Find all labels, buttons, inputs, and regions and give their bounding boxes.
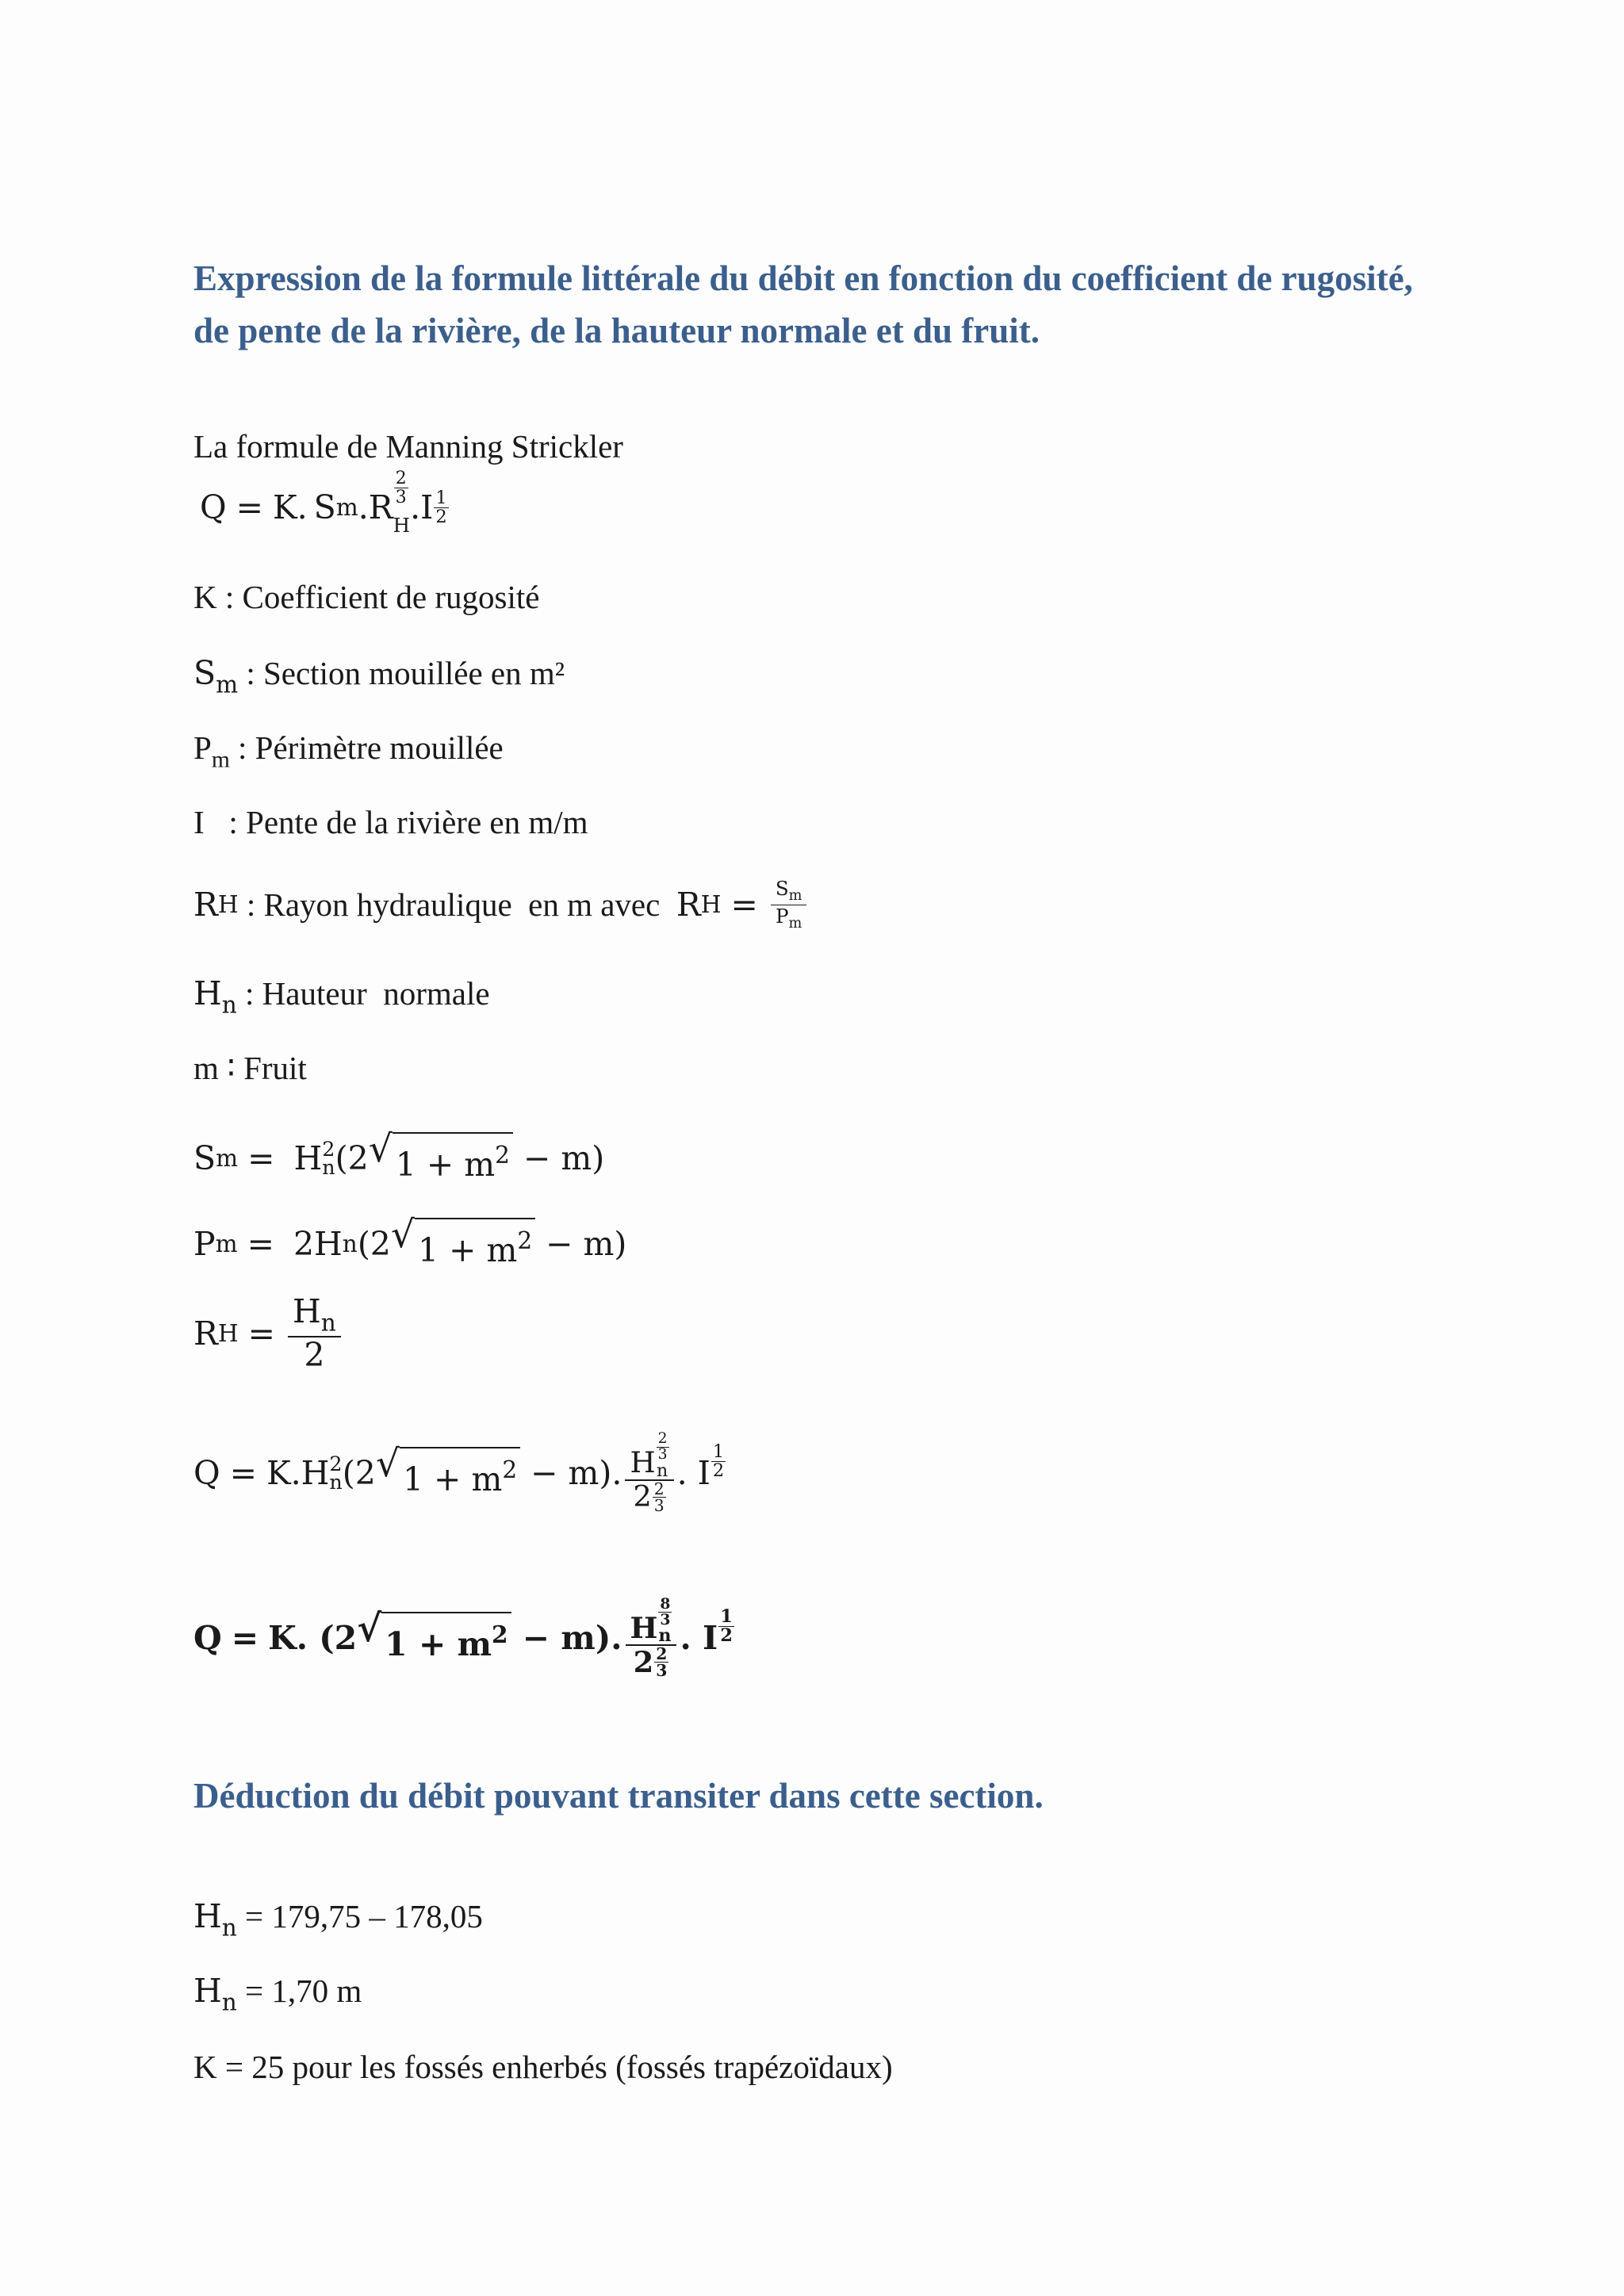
formula-dot: . (410, 488, 421, 526)
definition-hn (193, 974, 490, 1024)
formula-dot: . (358, 488, 369, 526)
frac-num-sub: n (320, 1309, 336, 1337)
equals-sign: = (247, 1225, 274, 1264)
exp-den: 3 (660, 1611, 671, 1629)
frac-den: 2 (633, 1644, 654, 1680)
def-text: : Hauteur normale (236, 975, 490, 1012)
frac-num: H (292, 1292, 321, 1331)
def-symbol: H (193, 974, 222, 1012)
exp-den: 2 (720, 1624, 733, 1646)
eq-lhs-sub: H (217, 1320, 239, 1347)
intro-text: La formule de Manning Strickler (193, 428, 623, 465)
frac-num-sub: n (656, 1460, 668, 1481)
eq-close: − m) (512, 1139, 605, 1178)
def-sub: n (221, 991, 237, 1019)
formula-r-exp-num: 2 (395, 468, 407, 489)
sqrt-inner: 1 + m (417, 1231, 518, 1270)
q-fraction (625, 1430, 673, 1516)
rh-sub: H (700, 891, 722, 918)
def-sub: m (216, 671, 239, 698)
calc-text: = 1,70 m (236, 1973, 362, 2009)
eq-h-sup: 2 (329, 1452, 343, 1476)
exp-den: 2 (712, 1460, 725, 1481)
sqrt-symbol: √ $1 + m^2$ (391, 1218, 535, 1270)
equals-sign: = (247, 1314, 275, 1353)
frac-num: S (775, 876, 789, 900)
sqrt-inner-sup: 2 (495, 1142, 510, 1169)
definition-pm (193, 728, 504, 779)
frac-num-sub: m (788, 888, 802, 905)
eq-open: (2 (335, 1139, 369, 1178)
def-symbol: P (193, 729, 212, 766)
definition-rh (193, 869, 810, 940)
formula-i-exp-den: 2 (435, 506, 447, 527)
def-symbol: S (193, 654, 216, 692)
sqrt-symbol: √ $1 + m^2$ (369, 1132, 513, 1184)
def-text: : Périmètre mouillée (229, 729, 504, 766)
formula-r: R (368, 488, 393, 526)
def-symbol: K (193, 579, 217, 615)
eq-lhs: Q (193, 1619, 222, 1657)
eq-h-sub: n (329, 1470, 343, 1494)
exp-den: 3 (657, 1446, 668, 1464)
eq-lhs-sub: m (215, 1230, 238, 1258)
frac-num-sub: n (658, 1625, 672, 1646)
sqrt-inner-sup: 2 (502, 1456, 518, 1483)
eq-h: H (293, 1139, 323, 1178)
definition-m (193, 1048, 307, 1088)
equals-sign: = (229, 1454, 257, 1492)
exp-num: 2 (653, 1479, 665, 1499)
formula-q-symbol: Q (200, 488, 227, 526)
frac-num: H (630, 1445, 656, 1480)
def-symbol: R (193, 886, 218, 924)
frac-den: 2 (304, 1335, 325, 1374)
eq-lhs: Q (193, 1454, 220, 1492)
exp-den: 3 (656, 1661, 668, 1681)
calc-text: = 179,75 – 178,05 (236, 1898, 483, 1934)
formula-r-sub: H (393, 513, 411, 537)
def-sub: H (217, 891, 239, 918)
rh-fraction (288, 1294, 341, 1373)
equation-q-expanded (193, 1402, 726, 1544)
frac-den: P (775, 904, 789, 928)
eq-close: − m). (520, 1454, 622, 1492)
eq-k: K. (266, 1454, 301, 1492)
formula-k: K. (272, 488, 308, 526)
formula-i-exp-num: 1 (435, 487, 447, 508)
definition-i (193, 802, 588, 842)
sqrt-inner-sup: 2 (517, 1227, 533, 1254)
sqrt-inner-sup: 2 (491, 1620, 508, 1648)
eq-h-sup: 2 (322, 1137, 335, 1161)
def-text: : Section mouillée en m² (238, 655, 565, 691)
eq-h: 2H (293, 1225, 343, 1264)
eq-lhs: R (193, 1314, 218, 1353)
eq-h-sub: n (322, 1155, 335, 1180)
equation-pm (193, 1213, 627, 1270)
exp-den: 3 (653, 1496, 665, 1516)
equation-rh (193, 1286, 344, 1381)
formula-s: S (313, 488, 336, 526)
def-text: : Coefficient de rugosité (216, 579, 540, 615)
section-heading-deduction: Déduction du débit pouvant transiter dans cette section. (193, 1776, 1044, 1816)
exp-num: 2 (657, 1430, 668, 1448)
eq-lhs-sub: m (216, 1145, 239, 1173)
eq-open: (2 (357, 1225, 391, 1264)
eq-lhs: S (193, 1139, 216, 1178)
exp-num: 8 (660, 1595, 671, 1613)
eq-dot-i: . I (676, 1454, 710, 1492)
exp-num: 1 (712, 1441, 725, 1462)
def-symbol: m (193, 1050, 219, 1086)
calc-symbol: H (193, 1972, 222, 2010)
calc-text: K = 25 pour les fossés enherbés (fossés trapézoïdaux) (193, 2049, 893, 2085)
equals-sign: = (236, 488, 263, 526)
sqrt-symbol: √ $1 + m^2$ (376, 1447, 520, 1499)
sqrt-inner: 1 + m (385, 1625, 492, 1664)
exp-num: 2 (656, 1644, 668, 1664)
exp-num: 1 (720, 1606, 733, 1627)
eq-lhs: P (193, 1225, 216, 1264)
calc-hn-value (193, 1971, 362, 2022)
rh-symbol: R (676, 886, 701, 924)
definition-k (193, 577, 539, 617)
q-fraction (626, 1595, 677, 1681)
eq-h: H (301, 1454, 330, 1492)
formula-i: I (420, 488, 434, 526)
eq-k: K. (2 (268, 1619, 358, 1657)
manning-formula (200, 468, 449, 539)
formula-r-exp-den: 3 (395, 486, 407, 507)
def-sub: m (211, 747, 230, 773)
section-heading-expression: Expression de la formule littérale du débit en fonction du coefficient de rugosité, de pente de la rivière, de la hauteur normale et du fruit. (193, 258, 1413, 350)
calc-hn-difference (193, 1896, 483, 1947)
sqrt-inner: 1 + m (402, 1460, 503, 1499)
frac-den-sub: m (788, 915, 802, 932)
equation-sm (193, 1127, 605, 1184)
eq-dot-i: . I (680, 1619, 718, 1657)
frac-den: 2 (633, 1479, 652, 1514)
calc-k-value (193, 2047, 893, 2087)
def-text: ∶ Fruit (218, 1050, 307, 1086)
formula-s-sub: m (335, 494, 358, 521)
rh-fraction (771, 878, 807, 932)
sqrt-inner: 1 + m (395, 1146, 496, 1184)
def-symbol: I (193, 804, 205, 840)
equation-q-final (193, 1567, 734, 1709)
def-text: : Rayon hydraulique en m avec (238, 886, 676, 923)
equals-sign: = (247, 1139, 275, 1178)
eq-close: − m) (535, 1225, 627, 1264)
equals-sign: = (730, 886, 758, 924)
eq-close: − m). (511, 1619, 622, 1657)
sqrt-symbol: √ $1 + m^2$ (357, 1612, 511, 1664)
definition-sm (193, 653, 565, 704)
frac-num: H (630, 1610, 658, 1646)
equals-sign: = (231, 1619, 259, 1657)
def-text: : Pente de la rivière en m/m (204, 804, 588, 840)
calc-sub: n (221, 1914, 237, 1942)
eq-open: (2 (342, 1454, 376, 1492)
eq-h-sub: n (342, 1230, 358, 1258)
calc-symbol: H (193, 1897, 222, 1935)
calc-sub: n (221, 1988, 237, 2016)
